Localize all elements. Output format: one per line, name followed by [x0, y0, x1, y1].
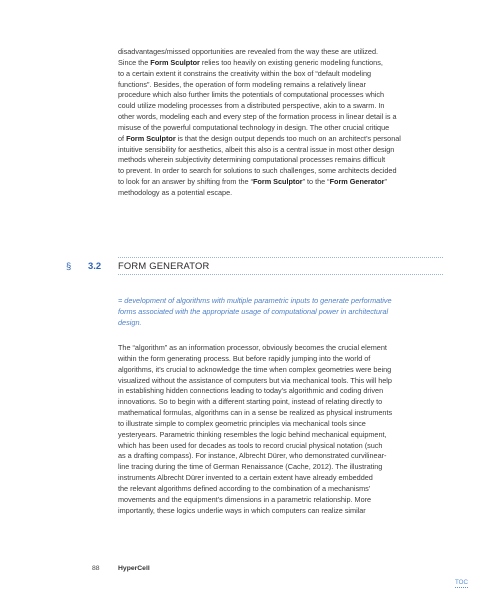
para2-line: the relevant algorithms defined according to the combination of a mechanisms’: [118, 483, 371, 493]
body-paragraph-1: [118, 47, 442, 199]
dotted-rule-top: [118, 257, 443, 258]
section-symbol: §: [66, 260, 72, 271]
definition-line: forms associated with the appropriate usage of computational power in architectural: [118, 306, 389, 316]
para2-line: innovations. So to begin with a different starting point, instead of relating directly to: [118, 397, 383, 407]
text-segment: of: [118, 133, 127, 143]
para2-line: movements and the equipment’s dimensions in a parametric relationship. More: [118, 494, 372, 504]
page-number: 88: [92, 565, 100, 572]
para2-line: importantly, these logics underlie ways in which computers can realize similar: [118, 505, 366, 515]
para2-line: line tracing during the time of German Renaissance (Cache, 2012). The illustrating: [118, 462, 383, 472]
para1-line: could utilize modeling processes from a distributed perspective, akin to a swarm. In: [118, 101, 385, 111]
text-segment: is that the design output depends too much on an architect’s personal: [175, 133, 401, 143]
para1-line: other words, modeling each and every step of the formation process in linear detail is a: [118, 112, 397, 122]
para1-line: methodology as a potential escape.: [118, 187, 233, 197]
bold-term: Form Sculptor: [150, 57, 200, 67]
text-segment: Since the: [118, 57, 151, 67]
text-segment: to look for an answer by shifting from the “: [118, 177, 253, 187]
para2-line: instruments Albrecht Dürer invented to a certain extent have already embedded: [118, 473, 373, 483]
dotted-rule-bottom: [118, 274, 443, 275]
text-segment: ” to the “: [302, 177, 330, 187]
para1-line: methods wherein subjectivity determining computational processes remains difficult: [118, 155, 386, 165]
para1-line: intuitive sensibility for aesthetics, albeit this also is a central issue in most other design: [118, 144, 395, 154]
book-title: HyperCell: [118, 565, 150, 572]
para1-line: misuse of the powerful computational technology in design. The other crucial critique: [118, 122, 390, 132]
para1-line: to a certain extent it constrains the creativity within the box of “default modeling: [118, 68, 372, 78]
para2-line: within the form generating process. But before rapidly jumping into the world of: [118, 353, 371, 363]
toc-link[interactable]: TOC: [455, 579, 468, 586]
para2-line: yesteryears. Parametric thinking resembles the logic behind mechanical equipment,: [118, 429, 387, 439]
definition-line: design.: [118, 317, 142, 327]
para1-line: procedure which also further limits the potentials of computational processes which: [118, 90, 385, 100]
para1-line: functions”. Besides, the operation of form modeling remains a relatively linear: [118, 79, 366, 89]
section-title: FORM GENERATOR: [118, 260, 210, 271]
section-number: 3.2: [88, 260, 102, 271]
text-segment: relies too heavily on existing generic modeling functions,: [199, 57, 383, 67]
bold-term: Form Sculptor: [126, 133, 176, 143]
para1-line: [118, 58, 442, 69]
definition-block: [118, 296, 444, 329]
para1-line: [118, 177, 442, 188]
para2-line: mathematical formulas, algorithms can in a sense be realized as physical instruments: [118, 408, 393, 418]
definition-line: = development of algorithms with multiple parametric inputs to generate performative: [118, 296, 392, 305]
bold-term: Form Generator: [329, 177, 385, 187]
para2-line: which has been used for decades as tools to record crucial physical notation (such: [118, 440, 383, 450]
para1-line: [118, 134, 442, 145]
para2-line: visualized without the assistance of computers but via mechanical tools. This will help: [118, 375, 392, 385]
section-heading: [0, 253, 486, 285]
text-segment: ”: [384, 177, 387, 187]
body-paragraph-2: [118, 343, 442, 517]
para2-line: algorithms, it’s crucial to acknowledge the time when complex geometries were being: [118, 364, 392, 374]
para2-line: to illustrate simple to complex geometric principles via mechanical tools since: [118, 418, 366, 428]
para2-line: in establishing hidden connections leading to today’s algorithmic and coding driven: [118, 386, 384, 396]
bold-term: Form Sculptor: [253, 177, 303, 187]
para2-line: The “algorithm” as an information processor, obviously becomes the crucial element: [118, 343, 387, 352]
para2-line: as a drafting compass). For instance, Albrecht Dürer, who demonstrated curvilinear-: [118, 451, 387, 461]
para1-line: disadvantages/missed opportunities are revealed from the way these are utilized.: [118, 47, 379, 56]
para1-line: to prevent. In order to search for solutions to such challenges, some architects decided: [118, 166, 397, 176]
